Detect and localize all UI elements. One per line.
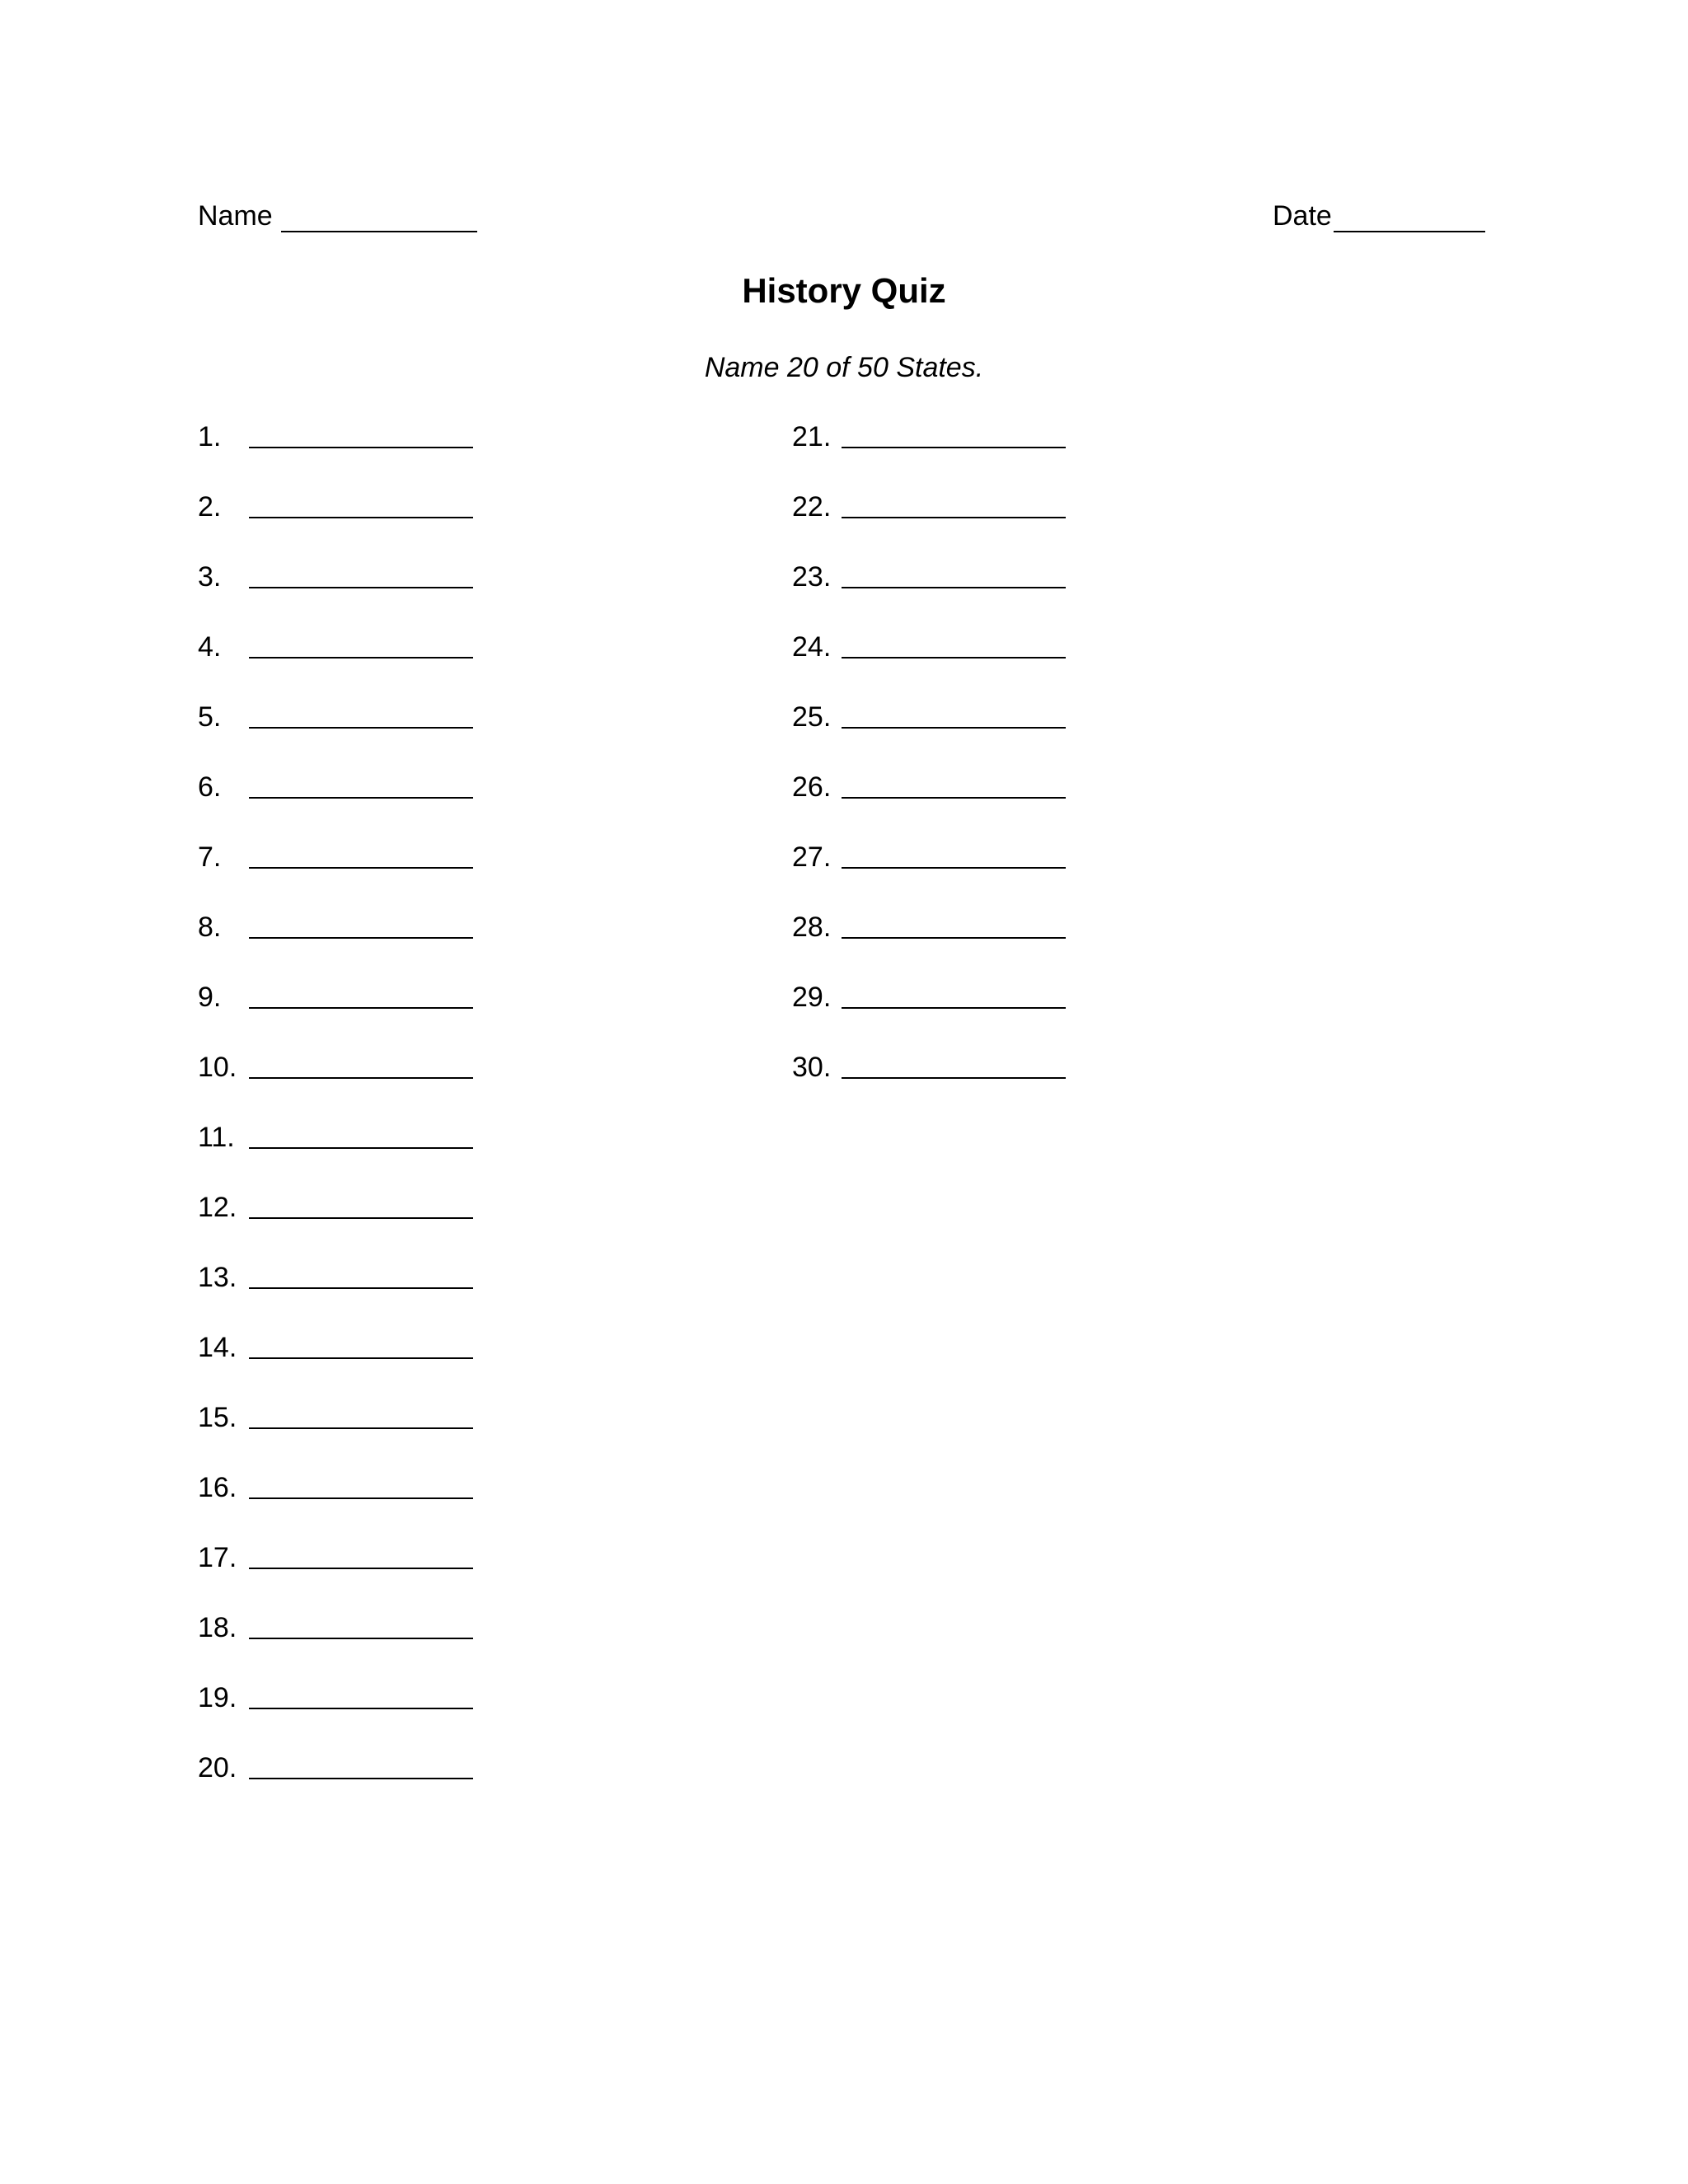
answer-number: 1. [198,421,222,452]
answer-blank[interactable] [842,630,1066,658]
answer-item [198,560,473,630]
answer-number: 22. [792,491,832,523]
answer-blank[interactable] [249,1191,473,1219]
answer-item [198,911,473,981]
answer-number: 29. [792,982,832,1013]
answer-item [198,1471,473,1541]
answer-number: 18. [198,1612,237,1643]
answer-number: 14. [198,1332,237,1363]
answer-item [792,911,1066,981]
answer-item [792,420,1066,490]
answer-blank[interactable] [249,420,473,448]
answer-number: 12. [198,1192,237,1223]
answer-number: 5. [198,701,222,733]
answer-number: 13. [198,1262,237,1293]
name-field [198,199,477,232]
answer-blank[interactable] [249,1611,473,1639]
answer-item [198,771,473,841]
answer-number: 21. [792,421,832,452]
answer-number: 24. [792,631,832,663]
answer-number: 6. [198,771,222,803]
answer-blank[interactable] [842,420,1066,448]
answer-item [792,490,1066,560]
date-label: Date [1273,200,1332,232]
answer-item [792,1051,1066,1121]
answer-list-right [792,420,1066,1121]
answer-item [198,1261,473,1331]
answer-item [198,490,473,560]
answer-number: 3. [198,561,222,593]
answer-number: 19. [198,1682,237,1713]
answer-item [198,1401,473,1471]
answer-blank[interactable] [249,1121,473,1149]
answer-item [198,1191,473,1261]
answer-number: 4. [198,631,222,663]
answer-blank[interactable] [842,981,1066,1009]
answer-number: 15. [198,1402,237,1433]
answer-number: 26. [792,771,832,803]
answer-blank[interactable] [842,560,1066,588]
answer-number: 11. [198,1122,235,1153]
answer-number: 7. [198,841,222,873]
answer-list-left [198,420,473,1821]
answer-number: 9. [198,982,222,1013]
answer-blank[interactable] [249,1331,473,1359]
date-blank[interactable] [1334,204,1485,232]
answer-blank[interactable] [842,701,1066,729]
answer-item [792,630,1066,701]
answer-number: 27. [792,841,832,873]
answer-number: 23. [792,561,832,593]
answer-item [792,560,1066,630]
answer-item [198,1541,473,1611]
answer-blank[interactable] [842,771,1066,799]
answer-item [198,701,473,771]
answer-number: 20. [198,1752,237,1783]
answer-number: 10. [198,1052,237,1083]
answer-number: 16. [198,1472,237,1503]
answer-blank[interactable] [249,1541,473,1569]
name-label: Name [198,200,273,232]
answer-item [198,1121,473,1191]
answer-blank[interactable] [249,490,473,518]
answer-blank[interactable] [842,911,1066,939]
answer-number: 8. [198,912,222,943]
answer-blank[interactable] [249,560,473,588]
answer-item [198,1611,473,1681]
answer-blank[interactable] [249,1471,473,1499]
answer-number: 17. [198,1542,237,1573]
answer-blank[interactable] [249,630,473,658]
answer-blank[interactable] [249,1681,473,1709]
name-blank[interactable] [281,204,477,232]
answer-blank[interactable] [249,771,473,799]
date-field [1273,199,1485,232]
answer-item [198,630,473,701]
answer-item [792,771,1066,841]
answer-item [792,701,1066,771]
answer-item [198,981,473,1051]
answer-number: 25. [792,701,832,733]
answer-item [198,1051,473,1121]
answer-number: 2. [198,491,222,523]
answer-blank[interactable] [842,1051,1066,1079]
answer-blank[interactable] [249,1401,473,1429]
answer-blank[interactable] [249,1051,473,1079]
answer-item [792,841,1066,911]
answer-number: 30. [792,1052,832,1083]
answer-blank[interactable] [249,701,473,729]
answer-item [198,841,473,911]
answer-item [198,1681,473,1751]
answer-blank[interactable] [249,1261,473,1289]
instructions: Name 20 of 50 States. [704,352,984,383]
answer-blank[interactable] [842,490,1066,518]
answer-blank[interactable] [249,981,473,1009]
page-title: History Quiz [742,271,946,310]
answer-blank[interactable] [249,911,473,939]
answer-item [198,420,473,490]
answer-blank[interactable] [842,841,1066,869]
answer-blank[interactable] [249,841,473,869]
answer-item [792,981,1066,1051]
answer-blank[interactable] [249,1751,473,1779]
answer-item [198,1331,473,1401]
answer-item [198,1751,473,1821]
answer-number: 28. [792,912,832,943]
